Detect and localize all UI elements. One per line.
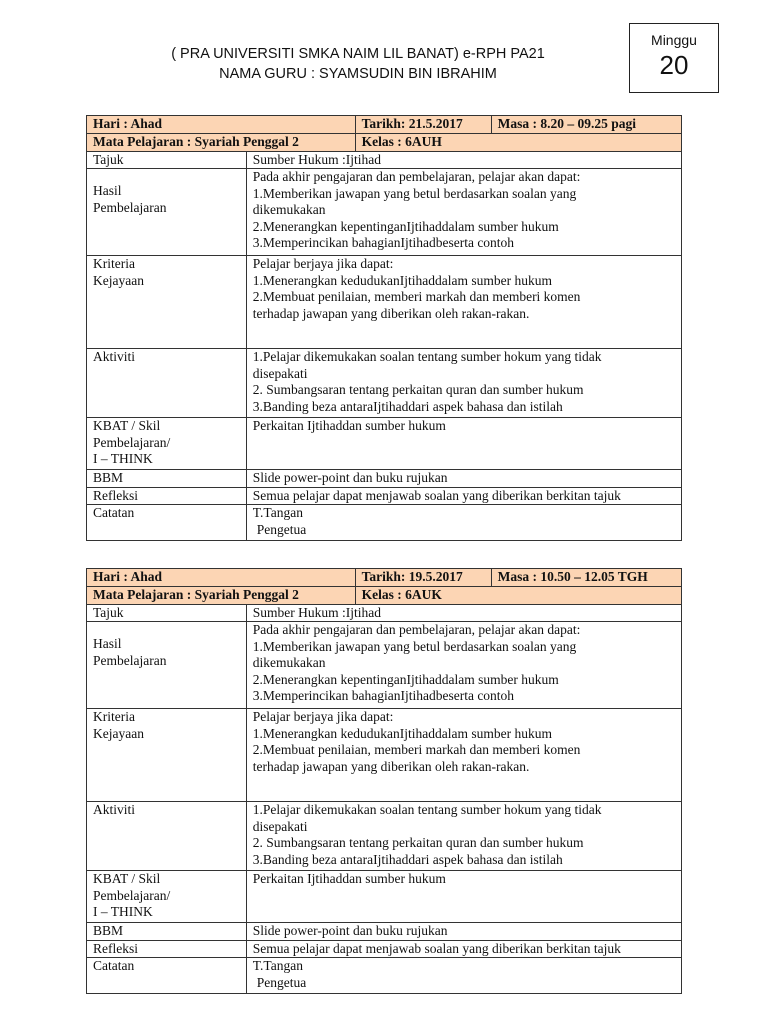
- tarikh-cell: Tarikh: 19.5.2017: [355, 569, 491, 587]
- refleksi-label: Refleksi: [87, 487, 247, 505]
- catatan-value: T.Tangan Pengetua: [246, 505, 681, 541]
- hari-cell: Hari : Ahad: [87, 569, 356, 587]
- kriteria-label: Kriteria Kejayaan: [87, 709, 247, 802]
- aktiviti-value: 1.Pelajar dikemukakan soalan tentang sumber hokum yang tidak disepakati 2. Sumbangsaran tentang perkaitan quran dan sumber hukum 3.Banding beza antaraIjtihaddari aspek bahasa dan istilah: [246, 349, 681, 418]
- tajuk-label: Tajuk: [87, 604, 247, 622]
- week-number: 20: [659, 50, 689, 80]
- hasil-value: Pada akhir pengajaran dan pembelajaran, pelajar akan dapat: 1.Memberikan jawapan yang betul berdasarkan soalan yang dikemukakan 2.Menerangkan kepentinganIjtihaddalam sumber hukum 3.Memperincikan bahagianIjtihadbeserta contoh: [246, 622, 681, 709]
- kbat-value: Perkaitan Ijtihaddan sumber hukum: [246, 418, 681, 470]
- week-box: [629, 23, 719, 93]
- mata-pelajaran-cell: Mata Pelajaran : Syariah Penggal 2: [87, 134, 356, 152]
- hari-cell: Hari : Ahad: [87, 116, 356, 134]
- catatan-value: T.Tangan Pengetua: [246, 958, 681, 994]
- kriteria-label: Kriteria Kejayaan: [87, 256, 247, 349]
- mata-pelajaran-cell: Mata Pelajaran : Syariah Penggal 2: [87, 587, 356, 605]
- tajuk-label: Tajuk: [87, 151, 247, 169]
- bbm-label: BBM: [87, 923, 247, 941]
- masa-cell: Masa : 8.20 – 09.25 pagi: [491, 116, 681, 134]
- kriteria-value: Pelajar berjaya jika dapat: 1.Menerangkan kedudukanIjtihaddalam sumber hukum 2.Membuat penilaian, memberi markah dan memberi komen terhadap jawapan yang diberikan oleh rakan-rakan.: [246, 709, 681, 802]
- kbat-value: Perkaitan Ijtihaddan sumber hukum: [246, 871, 681, 923]
- aktiviti-label: Aktiviti: [87, 349, 247, 418]
- tarikh-cell: Tarikh: 21.5.2017: [355, 116, 491, 134]
- catatan-label: Catatan: [87, 958, 247, 994]
- bbm-label: BBM: [87, 470, 247, 488]
- kbat-label: KBAT / Skil Pembelajaran/ I – THINK: [87, 418, 247, 470]
- hasil-label: Hasil Pembelajaran: [87, 622, 247, 709]
- hasil-label: Hasil Pembelajaran: [87, 169, 247, 256]
- hasil-value: Pada akhir pengajaran dan pembelajaran, pelajar akan dapat: 1.Memberikan jawapan yang betul berdasarkan soalan yang dikemukakan 2.Menerangkan kepentinganIjtihaddalam sumber hukum 3.Memperincikan bahagianIjtihadbeserta contoh: [246, 169, 681, 256]
- bbm-value: Slide power-point dan buku rujukan: [246, 923, 681, 941]
- refleksi-value: Semua pelajar dapat menjawab soalan yang diberikan berkitan tajuk: [246, 940, 681, 958]
- kriteria-value: Pelajar berjaya jika dapat: 1.Menerangkan kedudukanIjtihaddalam sumber hukum 2.Membuat penilaian, memberi markah dan memberi komen terhadap jawapan yang diberikan oleh rakan-rakan.: [246, 256, 681, 349]
- week-label: Minggu: [651, 32, 697, 48]
- refleksi-label: Refleksi: [87, 940, 247, 958]
- kbat-label: KBAT / Skil Pembelajaran/ I – THINK: [87, 871, 247, 923]
- lesson-plan-table-2: [86, 568, 682, 994]
- kelas-cell: Kelas : 6AUH: [355, 134, 681, 152]
- catatan-label: Catatan: [87, 505, 247, 541]
- masa-cell: Masa : 10.50 – 12.05 TGH: [491, 569, 681, 587]
- aktiviti-label: Aktiviti: [87, 802, 247, 871]
- teacher-name: NAMA GURU : SYAMSUDIN BIN IBRAHIM: [219, 66, 497, 82]
- aktiviti-value: 1.Pelajar dikemukakan soalan tentang sumber hokum yang tidak disepakati 2. Sumbangsaran tentang perkaitan quran dan sumber hukum 3.Banding beza antaraIjtihaddari aspek bahasa dan istilah: [246, 802, 681, 871]
- refleksi-value: Semua pelajar dapat menjawab soalan yang diberikan berkitan tajuk: [246, 487, 681, 505]
- tajuk-value: Sumber Hukum :Ijtihad: [246, 604, 681, 622]
- bbm-value: Slide power-point dan buku rujukan: [246, 470, 681, 488]
- kelas-cell: Kelas : 6AUK: [355, 587, 681, 605]
- school-title: ( PRA UNIVERSITI SMKA NAIM LIL BANAT) e-RPH PA21: [171, 46, 545, 62]
- lesson-plan-table-1: [86, 115, 682, 541]
- tajuk-value: Sumber Hukum :Ijtihad: [246, 151, 681, 169]
